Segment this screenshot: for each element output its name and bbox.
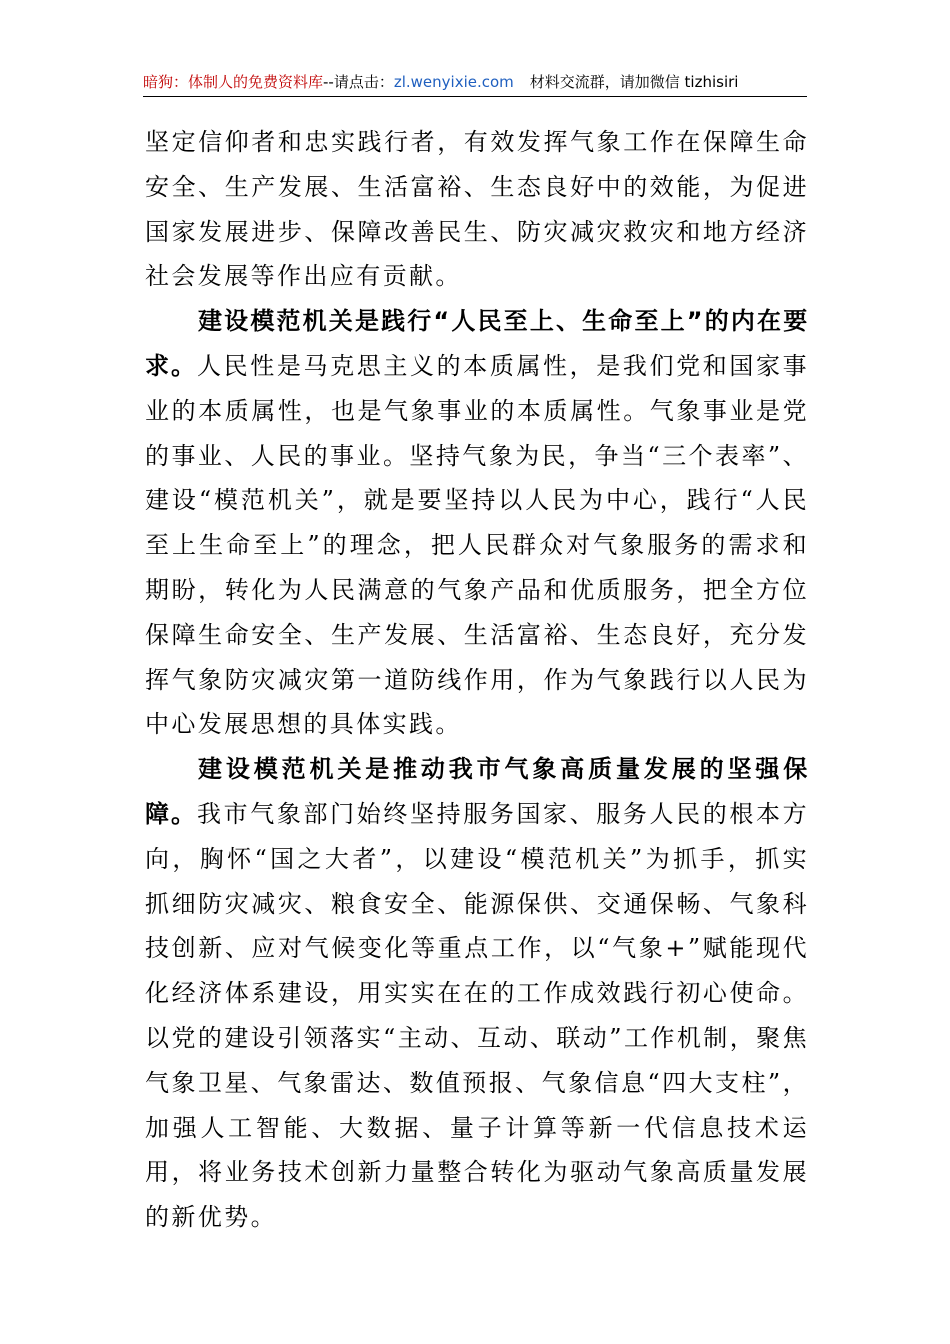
- paragraph-3: [145, 747, 809, 1240]
- page-header: [143, 72, 807, 97]
- header-brand: 暗狗：体制人的免费资料库: [143, 73, 324, 91]
- header-url-link[interactable]: zl.wenyixie.com: [393, 73, 514, 91]
- document-body: [145, 120, 809, 1240]
- paragraph-1-text: 坚定信仰者和忠实践行者，有效发挥气象工作在保障生命安全、生产发展、生活富裕、生态良好中的效能，为促进国家发展进步、保障改善民生、防灾减灾救灾和地方经济社会发展等作出应有贡献。: [145, 128, 809, 291]
- header-prompt: --请点击：: [323, 73, 394, 91]
- paragraph-3-heading: 建设模范机关是推动我市气象高质量发展的坚强保障。: [145, 755, 809, 828]
- paragraph-2: [145, 299, 809, 747]
- paragraph-3-text: 我市气象部门始终坚持服务国家、服务人民的根本方向，胸怀“国之大者”，以建设“模范机关”为抓手，抓实抓细防灾减灾、粮食安全、能源保供、交通保畅、气象科技创新、应对气候变化等重点工作，以“气象+”赋能现代化经济体系建设，用实实在在的工作成效践行初心使命。以党的建设引领落实“主动、互动、联动”工作机制，聚焦气象卫星、气象雷达、数值预报、气象信息“四大支柱”，加强人工智能、大数据、量子计算等新一代信息技术运用，将业务技术创新力量整合转化为驱动气象高质量发展的新优势。: [145, 799, 810, 1232]
- paragraph-2-heading: 建设模范机关是践行“人民至上、生命至上”的内在要求。: [145, 307, 809, 380]
- header-contact: 材料交流群，请加微信 tizhisiri: [529, 73, 739, 91]
- paragraph-2-text: 人民性是马克思主义的本质属性，是我们党和国家事业的本质属性，也是气象事业的本质属性。气象事业是党的事业、人民的事业。坚持气象为民，争当“三个表率”、建设“模范机关”，就是要坚持以人民为中心，践行“人民至上生命至上”的理念，把人民群众对气象服务的需求和期盼，转化为人民满意的气象产品和优质服务，把全方位保障生命安全、生产发展、生活富裕、生态良好，充分发挥气象防灾减灾第一道防线作用，作为气象践行以人民为中心发展思想的具体实践。: [145, 351, 810, 739]
- paragraph-1: [145, 120, 809, 299]
